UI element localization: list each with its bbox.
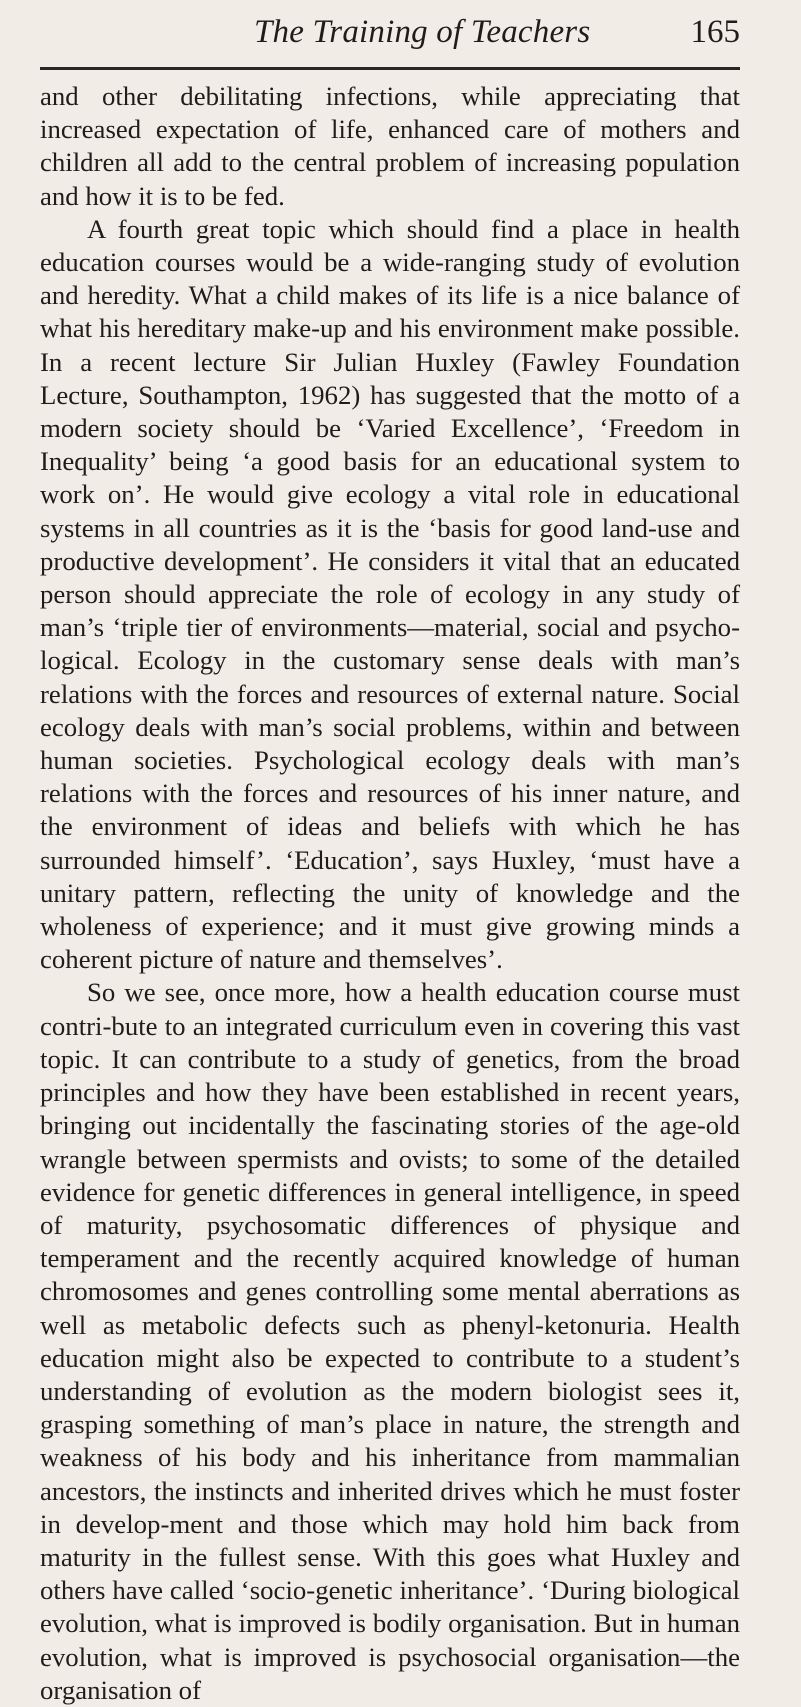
page-header: [40, 10, 740, 66]
paragraph-continued: and other debilitating infections, while appreciating that increased expectation of life, enhanced care of mothers and children all add to the central problem of increasing population and how it is to be fed.: [40, 81, 740, 211]
paragraph-integrated-curriculum: So we see, once more, how a health education course must contri-bute to an integrated curriculum even in covering this vast topic. It can contribute to a study of genetics, from the broad principles and how they have been established in recent years, bringing out incidentally the fascinating stories of the age-old wrangle between spermists and ovists; to some of the detailed evidence for genetic differences in general intelligence, in speed of maturity, psychosomatic differences of physique and temperament and the recently acquired knowledge of human chromosomes and genes controlling some mental aberrations as well as metabolic defects such as phenyl-ketonuria. Health education might also be expected to contribute to a student’s understanding of evolution as the modern biologist sees it, grasping something of man’s place in nature, the strength and weakness of his body and his inheritance from mammalian ancestors, the instincts and inherited drives which he must foster in develop-ment and those which may hold him back from maturity in the fullest sense. With this goes what Huxley and others have called ‘socio-genetic inheritance’. ‘During biological evolution, what is improved is bodily organisation. But in human evolution, what is improved is psychosocial organisation—the organisation of: [40, 977, 740, 1705]
header-rule: [40, 67, 740, 70]
running-title: The Training of Teachers: [254, 14, 591, 50]
page-number: 165: [690, 14, 740, 50]
paragraph-evolution-heredity: A fourth great topic which should find a place in health education courses would be a wide-ranging study of evolution and heredity. What a child makes of its life is a nice balance of what his hereditary make-up and his environment make possible. In a recent lecture Sir Julian Huxley (Fawley Foundation Lecture, Southampton, 1962) has suggested that the motto of a modern society should be ‘Varied Excellence’, ‘Freedom in Inequality’ being ‘a good basis for an educational system to work on’. He would give ecology a vital role in educational systems in all countries as it is the ‘basis for good land-use and productive development’. He considers it vital that an educated person should appreciate the role of ecology in any study of man’s ‘triple tier of environments—material, social and psycho-logical. Ecology in the customary sense deals with man’s relations with the forces and resources of external nature. Social ecology deals with man’s social problems, within and between human societies. Psychological ecology deals with man’s relations with the forces and resources of his inner nature, and the environment of ideas and beliefs with which he has surrounded himself’. ‘Education’, says Huxley, ‘must have a unitary pattern, reflecting the unity of knowledge and the wholeness of experience; and it must give growing minds a coherent picture of nature and themselves’.: [40, 213, 740, 975]
body-text: [40, 80, 740, 1707]
